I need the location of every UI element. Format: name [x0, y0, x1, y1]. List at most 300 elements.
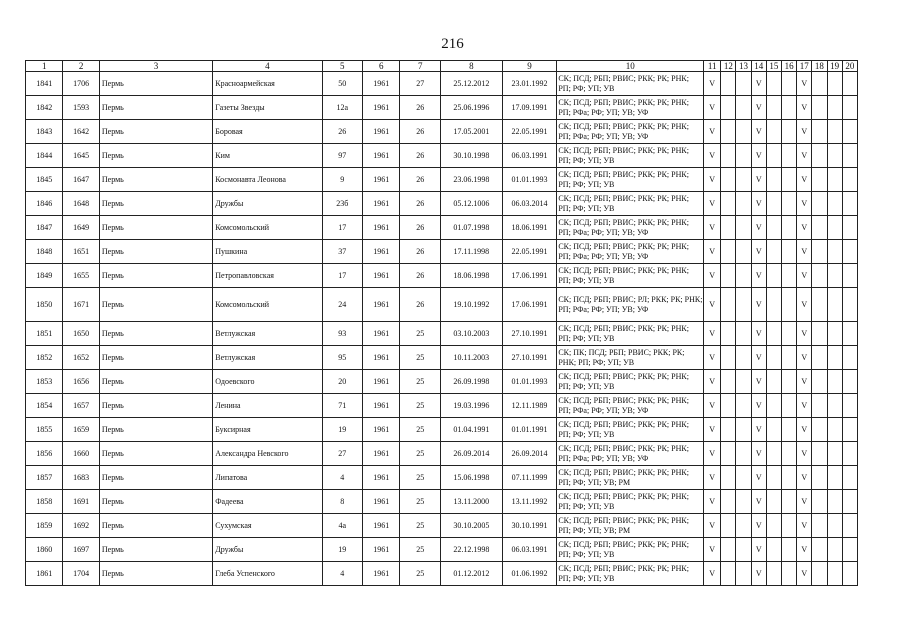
table-row: [26, 192, 858, 216]
cell-record-number: 1854: [26, 394, 63, 418]
cell-mark-col-18: [812, 346, 827, 370]
cell-mark-col-20: [842, 240, 857, 264]
cell-house-number: 19: [322, 538, 362, 562]
cell-codes: СК; ПСД; РБП; РВИС; РКК; РК; РНК; РП; РФ; УП; УВ: [557, 72, 704, 96]
cell-date-end: 01.01.1993: [502, 370, 557, 394]
cell-mark-col-14: V: [751, 394, 766, 418]
cell-date-end: 07.11.1999: [502, 466, 557, 490]
cell-mark-col-15: [766, 346, 781, 370]
cell-mark-col-12: [721, 562, 736, 586]
cell-mark-col-14: V: [751, 322, 766, 346]
cell-mark-col-15: [766, 466, 781, 490]
cell-mark-col-20: [842, 418, 857, 442]
cell-mark-col-19: [827, 442, 842, 466]
cell-mark-col-17: V: [797, 514, 812, 538]
cell-mark-col-19: [827, 562, 842, 586]
cell-codes: СК; ПСД; РБП; РВИС; РКК; РК; РНК; РП; РФ; УП; УВ: [557, 538, 704, 562]
cell-zone: 26: [400, 240, 440, 264]
cell-year: 1961: [363, 322, 400, 346]
cell-mark-col-18: [812, 96, 827, 120]
cell-mark-col-18: [812, 72, 827, 96]
cell-mark-col-15: [766, 394, 781, 418]
cell-codes: СК; ПСД; РБП; РВИС; РКК; РК; РНК; РП; РФ; УП; УВ; РМ: [557, 514, 704, 538]
cell-mark-col-17: V: [797, 168, 812, 192]
cell-house-number: 97: [322, 144, 362, 168]
cell-mark-col-17: V: [797, 216, 812, 240]
column-header-11: 11: [704, 61, 721, 72]
cell-mark-col-11: V: [704, 216, 721, 240]
cell-mark-col-20: [842, 216, 857, 240]
cell-zone: 26: [400, 264, 440, 288]
cell-zone: 25: [400, 370, 440, 394]
cell-codes: СК; ПСД; РБП; РВИС; РКК; РК; РНК; РП; РФ; УП; УВ: [557, 264, 704, 288]
cell-mark-col-13: [736, 288, 751, 322]
cell-mark-col-14: V: [751, 168, 766, 192]
cell-mark-col-20: [842, 144, 857, 168]
cell-mark-col-12: [721, 144, 736, 168]
cell-mark-col-18: [812, 466, 827, 490]
cell-mark-col-14: V: [751, 514, 766, 538]
cell-object-id: 1651: [63, 240, 99, 264]
cell-mark-col-12: [721, 514, 736, 538]
cell-mark-col-20: [842, 72, 857, 96]
cell-mark-col-15: [766, 264, 781, 288]
cell-street: Боровая: [213, 120, 322, 144]
cell-city: Пермь: [99, 466, 212, 490]
cell-city: Пермь: [99, 418, 212, 442]
cell-codes: СК; ПСД; РБП; РВИС; РКК; РК; РНК; РП; РФа; РФ; УП; УВ; УФ: [557, 240, 704, 264]
cell-record-number: 1851: [26, 322, 63, 346]
cell-object-id: 1649: [63, 216, 99, 240]
cell-date-end: 26.09.2014: [502, 442, 557, 466]
cell-house-number: 71: [322, 394, 362, 418]
cell-mark-col-12: [721, 240, 736, 264]
cell-date-end: 18.06.1991: [502, 216, 557, 240]
cell-object-id: 1691: [63, 490, 99, 514]
cell-year: 1961: [363, 168, 400, 192]
cell-mark-col-15: [766, 370, 781, 394]
cell-codes: СК; ПСД; РБП; РВИС; РКК; РК; РНК; РП; РФ; УП; УВ: [557, 562, 704, 586]
table-body: [26, 72, 858, 586]
cell-mark-col-11: V: [704, 72, 721, 96]
registry-table: [25, 60, 858, 586]
cell-street: Ветлужская: [213, 322, 322, 346]
cell-mark-col-14: V: [751, 562, 766, 586]
cell-mark-col-14: V: [751, 120, 766, 144]
cell-date-end: 17.06.1991: [502, 264, 557, 288]
cell-year: 1961: [363, 514, 400, 538]
cell-date-end: 27.10.1991: [502, 322, 557, 346]
cell-mark-col-20: [842, 288, 857, 322]
cell-date-start: 22.12.1998: [440, 538, 502, 562]
cell-record-number: 1852: [26, 346, 63, 370]
cell-mark-col-16: [781, 562, 796, 586]
cell-mark-col-16: [781, 288, 796, 322]
cell-mark-col-17: V: [797, 96, 812, 120]
cell-mark-col-15: [766, 96, 781, 120]
cell-house-number: 93: [322, 322, 362, 346]
cell-mark-col-17: V: [797, 346, 812, 370]
cell-street: Газеты Звезды: [213, 96, 322, 120]
cell-object-id: 1647: [63, 168, 99, 192]
cell-city: Пермь: [99, 264, 212, 288]
cell-mark-col-13: [736, 168, 751, 192]
cell-mark-col-16: [781, 120, 796, 144]
cell-mark-col-13: [736, 72, 751, 96]
column-header-2: 2: [63, 61, 99, 72]
cell-mark-col-19: [827, 370, 842, 394]
cell-date-start: 19.03.1996: [440, 394, 502, 418]
cell-zone: 25: [400, 394, 440, 418]
cell-date-start: 19.10.1992: [440, 288, 502, 322]
table-header-row: [26, 61, 858, 72]
cell-year: 1961: [363, 466, 400, 490]
cell-date-start: 26.09.2014: [440, 442, 502, 466]
cell-mark-col-17: V: [797, 370, 812, 394]
cell-codes: СК; ПСД; РБП; РВИС; РКК; РК; РНК; РП; РФа; РФ; УП; УВ; УФ: [557, 394, 704, 418]
cell-date-end: 17.09.1991: [502, 96, 557, 120]
cell-city: Пермь: [99, 370, 212, 394]
cell-date-end: 06.03.2014: [502, 192, 557, 216]
cell-year: 1961: [363, 562, 400, 586]
cell-mark-col-13: [736, 394, 751, 418]
cell-mark-col-14: V: [751, 240, 766, 264]
cell-mark-col-19: [827, 144, 842, 168]
cell-mark-col-16: [781, 394, 796, 418]
cell-house-number: 23б: [322, 192, 362, 216]
cell-record-number: 1848: [26, 240, 63, 264]
cell-mark-col-13: [736, 418, 751, 442]
cell-mark-col-19: [827, 514, 842, 538]
cell-mark-col-12: [721, 322, 736, 346]
cell-date-start: 17.05.2001: [440, 120, 502, 144]
cell-mark-col-17: V: [797, 490, 812, 514]
cell-mark-col-16: [781, 490, 796, 514]
cell-mark-col-12: [721, 72, 736, 96]
cell-house-number: 27: [322, 442, 362, 466]
cell-date-end: 23.01.1992: [502, 72, 557, 96]
cell-object-id: 1656: [63, 370, 99, 394]
cell-record-number: 1842: [26, 96, 63, 120]
cell-mark-col-11: V: [704, 288, 721, 322]
cell-mark-col-12: [721, 418, 736, 442]
cell-city: Пермь: [99, 514, 212, 538]
cell-street: Дружбы: [213, 192, 322, 216]
cell-record-number: 1853: [26, 370, 63, 394]
cell-mark-col-16: [781, 322, 796, 346]
cell-mark-col-17: V: [797, 442, 812, 466]
cell-zone: 25: [400, 322, 440, 346]
cell-mark-col-19: [827, 288, 842, 322]
cell-mark-col-19: [827, 322, 842, 346]
cell-object-id: 1683: [63, 466, 99, 490]
cell-mark-col-14: V: [751, 96, 766, 120]
cell-street: Космонавта Леонова: [213, 168, 322, 192]
cell-mark-col-12: [721, 192, 736, 216]
cell-date-start: 01.12.2012: [440, 562, 502, 586]
cell-city: Пермь: [99, 490, 212, 514]
cell-zone: 26: [400, 288, 440, 322]
cell-mark-col-16: [781, 538, 796, 562]
cell-mark-col-13: [736, 192, 751, 216]
cell-mark-col-17: V: [797, 418, 812, 442]
cell-year: 1961: [363, 264, 400, 288]
cell-mark-col-15: [766, 490, 781, 514]
cell-mark-col-11: V: [704, 394, 721, 418]
cell-house-number: 19: [322, 418, 362, 442]
cell-mark-col-15: [766, 418, 781, 442]
cell-street: Дружбы: [213, 538, 322, 562]
table-row: [26, 144, 858, 168]
cell-mark-col-19: [827, 346, 842, 370]
cell-zone: 25: [400, 490, 440, 514]
cell-object-id: 1659: [63, 418, 99, 442]
cell-date-end: 27.10.1991: [502, 346, 557, 370]
cell-codes: СК; ПСД; РБП; РВИС; РКК; РК; РНК; РП; РФ; УП; УВ: [557, 144, 704, 168]
column-header-6: 6: [363, 61, 400, 72]
cell-mark-col-12: [721, 168, 736, 192]
cell-zone: 25: [400, 538, 440, 562]
column-header-14: 14: [751, 61, 766, 72]
cell-mark-col-17: V: [797, 288, 812, 322]
cell-codes: СК; ПСД; РБП; РВИС; РЛ; РКК; РК; РНК; РП; РФа; РФ; УП; УВ; УФ: [557, 288, 704, 322]
cell-mark-col-13: [736, 562, 751, 586]
cell-street: Липатова: [213, 466, 322, 490]
table-row: [26, 288, 858, 322]
cell-codes: СК; ПСД; РБП; РВИС; РКК; РК; РНК; РП; РФ; УП; УВ: [557, 418, 704, 442]
cell-mark-col-18: [812, 442, 827, 466]
cell-mark-col-11: V: [704, 538, 721, 562]
cell-date-end: 22.05.1991: [502, 240, 557, 264]
cell-object-id: 1692: [63, 514, 99, 538]
cell-mark-col-11: V: [704, 562, 721, 586]
cell-codes: СК; ПСД; РБП; РВИС; РКК; РК; РНК; РП; РФ; УП; УВ: [557, 490, 704, 514]
cell-street: Петропавловская: [213, 264, 322, 288]
cell-city: Пермь: [99, 442, 212, 466]
cell-mark-col-15: [766, 240, 781, 264]
cell-mark-col-13: [736, 346, 751, 370]
cell-mark-col-20: [842, 490, 857, 514]
cell-mark-col-13: [736, 442, 751, 466]
cell-year: 1961: [363, 538, 400, 562]
cell-mark-col-19: [827, 418, 842, 442]
cell-city: Пермь: [99, 216, 212, 240]
cell-mark-col-20: [842, 264, 857, 288]
cell-mark-col-20: [842, 192, 857, 216]
cell-mark-col-15: [766, 322, 781, 346]
cell-mark-col-17: V: [797, 562, 812, 586]
cell-mark-col-15: [766, 216, 781, 240]
cell-street: Фадеева: [213, 490, 322, 514]
cell-zone: 26: [400, 168, 440, 192]
cell-house-number: 9: [322, 168, 362, 192]
cell-mark-col-13: [736, 264, 751, 288]
cell-mark-col-15: [766, 168, 781, 192]
cell-mark-col-11: V: [704, 490, 721, 514]
cell-year: 1961: [363, 442, 400, 466]
column-header-9: 9: [502, 61, 557, 72]
cell-mark-col-17: V: [797, 72, 812, 96]
cell-mark-col-18: [812, 418, 827, 442]
cell-object-id: 1593: [63, 96, 99, 120]
cell-year: 1961: [363, 120, 400, 144]
cell-mark-col-19: [827, 264, 842, 288]
cell-date-start: 23.06.1998: [440, 168, 502, 192]
table-row: [26, 346, 858, 370]
cell-street: Комсомольский: [213, 216, 322, 240]
cell-mark-col-15: [766, 514, 781, 538]
column-header-4: 4: [213, 61, 322, 72]
cell-codes: СК; ПСД; РБП; РВИС; РКК; РК; РНК; РП; РФ; УП; УВ; РМ: [557, 466, 704, 490]
cell-mark-col-20: [842, 96, 857, 120]
cell-mark-col-18: [812, 322, 827, 346]
cell-mark-col-18: [812, 192, 827, 216]
cell-date-start: 01.04.1991: [440, 418, 502, 442]
cell-zone: 26: [400, 144, 440, 168]
cell-object-id: 1671: [63, 288, 99, 322]
column-header-19: 19: [827, 61, 842, 72]
cell-zone: 25: [400, 466, 440, 490]
cell-object-id: 1655: [63, 264, 99, 288]
cell-zone: 25: [400, 418, 440, 442]
cell-house-number: 24: [322, 288, 362, 322]
cell-codes: СК; ПСД; РБП; РВИС; РКК; РК; РНК; РП; РФ; УП; УВ: [557, 370, 704, 394]
cell-record-number: 1857: [26, 466, 63, 490]
column-header-15: 15: [766, 61, 781, 72]
cell-city: Пермь: [99, 322, 212, 346]
cell-mark-col-16: [781, 346, 796, 370]
cell-codes: СК; ПСД; РБП; РВИС; РКК; РК; РНК; РП; РФа; РФ; УП; УВ; УФ: [557, 120, 704, 144]
cell-mark-col-19: [827, 216, 842, 240]
cell-city: Пермь: [99, 144, 212, 168]
cell-mark-col-12: [721, 466, 736, 490]
cell-street: Ветлужская: [213, 346, 322, 370]
cell-codes: СК; ПСД; РБП; РВИС; РКК; РК; РНК; РП; РФ; УП; УВ: [557, 192, 704, 216]
cell-mark-col-18: [812, 490, 827, 514]
cell-year: 1961: [363, 370, 400, 394]
cell-mark-col-15: [766, 192, 781, 216]
cell-mark-col-11: V: [704, 264, 721, 288]
table-row: [26, 264, 858, 288]
cell-mark-col-17: V: [797, 264, 812, 288]
cell-mark-col-13: [736, 538, 751, 562]
column-header-1: 1: [26, 61, 63, 72]
cell-mark-col-15: [766, 442, 781, 466]
cell-object-id: 1657: [63, 394, 99, 418]
cell-mark-col-11: V: [704, 466, 721, 490]
cell-zone: 26: [400, 192, 440, 216]
cell-mark-col-14: V: [751, 192, 766, 216]
cell-year: 1961: [363, 72, 400, 96]
cell-mark-col-14: V: [751, 72, 766, 96]
cell-street: Красноармейская: [213, 72, 322, 96]
table-row: [26, 442, 858, 466]
cell-mark-col-16: [781, 466, 796, 490]
cell-mark-col-17: V: [797, 240, 812, 264]
cell-record-number: 1843: [26, 120, 63, 144]
cell-mark-col-12: [721, 96, 736, 120]
cell-street: Ким: [213, 144, 322, 168]
cell-mark-col-11: V: [704, 96, 721, 120]
cell-mark-col-18: [812, 168, 827, 192]
cell-year: 1961: [363, 394, 400, 418]
cell-mark-col-18: [812, 144, 827, 168]
page-number: 216: [441, 36, 464, 52]
cell-mark-col-12: [721, 120, 736, 144]
cell-record-number: 1860: [26, 538, 63, 562]
cell-house-number: 17: [322, 216, 362, 240]
cell-date-end: 01.06.1992: [502, 562, 557, 586]
cell-object-id: 1660: [63, 442, 99, 466]
cell-mark-col-16: [781, 418, 796, 442]
cell-mark-col-18: [812, 394, 827, 418]
cell-house-number: 26: [322, 120, 362, 144]
table-row: [26, 72, 858, 96]
cell-mark-col-14: V: [751, 216, 766, 240]
cell-record-number: 1855: [26, 418, 63, 442]
cell-city: Пермь: [99, 96, 212, 120]
cell-mark-col-15: [766, 562, 781, 586]
cell-city: Пермь: [99, 240, 212, 264]
cell-object-id: 1645: [63, 144, 99, 168]
cell-mark-col-12: [721, 370, 736, 394]
cell-mark-col-11: V: [704, 240, 721, 264]
cell-object-id: 1652: [63, 346, 99, 370]
cell-house-number: 12а: [322, 96, 362, 120]
cell-street: Сухумская: [213, 514, 322, 538]
cell-mark-col-11: V: [704, 418, 721, 442]
cell-zone: 26: [400, 120, 440, 144]
cell-mark-col-16: [781, 370, 796, 394]
cell-record-number: 1845: [26, 168, 63, 192]
cell-house-number: 95: [322, 346, 362, 370]
cell-zone: 27: [400, 72, 440, 96]
column-header-20: 20: [842, 61, 857, 72]
cell-mark-col-18: [812, 370, 827, 394]
cell-mark-col-18: [812, 514, 827, 538]
table-row: [26, 394, 858, 418]
cell-mark-col-20: [842, 370, 857, 394]
table-row: [26, 216, 858, 240]
column-header-3: 3: [99, 61, 212, 72]
cell-street: Буксирная: [213, 418, 322, 442]
cell-mark-col-14: V: [751, 264, 766, 288]
column-header-16: 16: [781, 61, 796, 72]
cell-year: 1961: [363, 240, 400, 264]
cell-mark-col-11: V: [704, 514, 721, 538]
cell-mark-col-18: [812, 264, 827, 288]
column-header-8: 8: [440, 61, 502, 72]
cell-record-number: 1850: [26, 288, 63, 322]
cell-city: Пермь: [99, 394, 212, 418]
cell-date-start: 17.11.1998: [440, 240, 502, 264]
column-header-12: 12: [721, 61, 736, 72]
cell-house-number: 4: [322, 466, 362, 490]
cell-city: Пермь: [99, 562, 212, 586]
cell-mark-col-16: [781, 144, 796, 168]
cell-mark-col-13: [736, 144, 751, 168]
cell-mark-col-11: V: [704, 346, 721, 370]
cell-mark-col-18: [812, 538, 827, 562]
cell-mark-col-13: [736, 240, 751, 264]
cell-date-end: 13.11.1992: [502, 490, 557, 514]
cell-mark-col-17: V: [797, 538, 812, 562]
cell-date-end: 17.06.1991: [502, 288, 557, 322]
cell-date-start: 15.06.1998: [440, 466, 502, 490]
cell-mark-col-14: V: [751, 144, 766, 168]
cell-mark-col-12: [721, 490, 736, 514]
cell-mark-col-19: [827, 72, 842, 96]
